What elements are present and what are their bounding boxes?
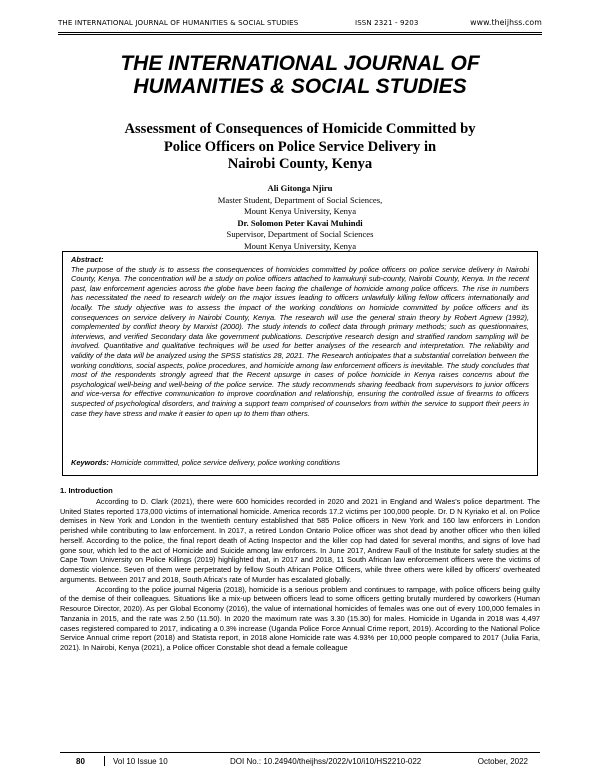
introduction-section — [60, 486, 540, 653]
header-rule-thin — [58, 34, 542, 35]
running-header — [58, 14, 542, 30]
keywords-text: Homicide committed, police service delivery, police working conditions — [110, 458, 340, 467]
section-heading: 1. Introduction — [60, 486, 113, 495]
journal-title-line1: THE INTERNATIONAL JOURNAL OF — [120, 52, 480, 75]
keywords-line — [71, 458, 529, 468]
author-block — [100, 183, 500, 253]
page-number: 80 — [76, 757, 85, 766]
footer-divider — [104, 756, 105, 766]
body-paragraph: According to D. Clark (2021), there were 600 homicides recorded in 2020 and 2021 in England and Wales's police department. The United States reported 173,000 victims of international homicide. America records 17.2 victims per 100,000 people. Dr. D N Kyriako et al. on Police demises in New York and London in the twentieth century established that 585 Police officers in New York and 160 law enforcers in London perished while contributing to law enforcement. In 2017, a retired London Ontario Police officer was shot dead by another officer who then killed herself. According to the police, the final report death of Acting Inspector and the killer cop had dated for several months, and signs of love had gone sour, which led to the act of Homicide and Suicide among law enforcers. In June 2017, Andrew Faull of the Institute for safety studies at the Cape Town University on Police Killings (2019) highlighted that, in 2017 and 2018, 11 South African law enforcement officers were the victims of domestic violence. Seven of them were perpetrated by fellow South African Police Officers, while three others were killed by officers' overheated arguments. Between 2017 and 2018, South Africa's rate of Murder has escalated globally. — [60, 496, 540, 584]
abstract-label: Abstract: — [71, 255, 104, 264]
author-affiliation: Mount Kenya University, Kenya — [243, 206, 357, 217]
header-journal-name: THE INTERNATIONAL JOURNAL OF HUMANITIES & SOCIAL STUDIES — [58, 18, 299, 27]
header-website-link[interactable]: www.theijhss.com — [470, 18, 542, 27]
abstract-box — [62, 251, 538, 476]
abstract-text: The purpose of the study is to assess the consequences of homicides committed by police officers on police service delivery in Nairobi County, Kenya. The concentration will be a study on police officers attached to kamukunji sub-county, Nairobi County, Kenya. In the recent past, law enforcement agencies across the globe have been facing the challenge of homicide among police officers. The rise in numbers has necessitated the need to research widely on the major issues leading to officers unlawfully killing fellow officers internationally and locally. The study objective was to assess the impact of the working conditions on homicide committed by police officers and its consequences on service delivery in Nairobi County, Kenya. The research will use the general strain theory by Robert Agnew (1992), complemented by conflict theory by Marxist (2000). The study intends to collect data through primary methods; such as questionnaires, interviews, and verified Secondary data like government publications. Descriptive research design and stratified random sampling will be involved. Quantitative and qualitative techniques will be used for better analyses of the research and interpretation. The reliability and validity of the data will be analyzed using the SPSS statistics 28, 2021. The Research anticipates that a substantial correlation between the working conditions, social aspects, police procedures, and homicide among law enforcement officers is inevitable. The study concludes that most of the respondents strongly agreed that the Recent upsurge in cases of police homicide in Kenya raises concerns about the psychological well-being and well-being of the police service. The study recommends sharing feedback from supervisors to junior officers and vice-versa for effective communication to improve coordination and relationship, ensuring the controlled issue of firearms to officers suspected of psychological disorders, and training a support team comprised of counselors from within the service to support their peers in case they have stress and make it easier to open up to them than others. — [71, 264, 529, 418]
journal-title-line2: HUMANITIES & SOCIAL STUDIES — [133, 75, 467, 98]
article-title-line2: Police Officers on Police Service Delivery in — [163, 138, 437, 155]
author-name: Dr. Solomon Peter Kavai Muhindi — [237, 217, 363, 228]
body-paragraph: According to the police journal Nigeria (2018), homicide is a serious problem and continues to rampage, with police officers being guilty of the demise of their colleagues. Situations like a mix-up between officers lead to some officers getting brutally murdered by coworkers (Human Resource Director, 2020). As per Global Economy (2016), the value of international homicides of females was one out of every 100,000 females in Tanzania in 2015, and the rate was 2.50 (11.50). In 2020 the maximum rate was 3.30 (15.30) for males. Homicide in Uganda in 2018 was 4,497 cases registered compared to 2017, indicating a 0.3% increase (Uganda Police Force Annual Crime report, 2019). According to the National Police Service Annual crime report (2018) and Statista report, in 2018 alone Homicide rate was 4.93% per 10,000 people compared to 2017 (Julia Faria, 2021). In Nairobi, Kenya (2021), a Police officer Constable shot dead a female colleague — [60, 584, 540, 652]
footer-doi: DOI No.: 10.24940/theijhss/2022/v10/i10/HS2210-022 — [230, 757, 422, 766]
article-title-line1: Assessment of Consequences of Homicide Committed by — [124, 121, 476, 137]
author-role: Master Student, Department of Social Sciences, — [217, 194, 383, 205]
footer-volume: Vol 10 Issue 10 — [113, 757, 168, 766]
header-rule — [58, 32, 542, 33]
article-title-line3: Nairobi County, Kenya — [227, 156, 373, 172]
article-title — [80, 121, 520, 174]
footer-date: October, 2022 — [477, 757, 528, 766]
author-affiliation: Mount Kenya University, Kenya — [243, 240, 357, 251]
keywords-label: Keywords: — [71, 458, 109, 467]
header-issn: ISSN 2321 - 9203 — [355, 18, 419, 27]
page-footer — [60, 752, 540, 766]
journal-title — [60, 52, 540, 98]
author-name: Ali Gitonga Njiru — [267, 183, 333, 193]
author-role: Supervisor, Department of Social Sciences — [226, 229, 374, 240]
